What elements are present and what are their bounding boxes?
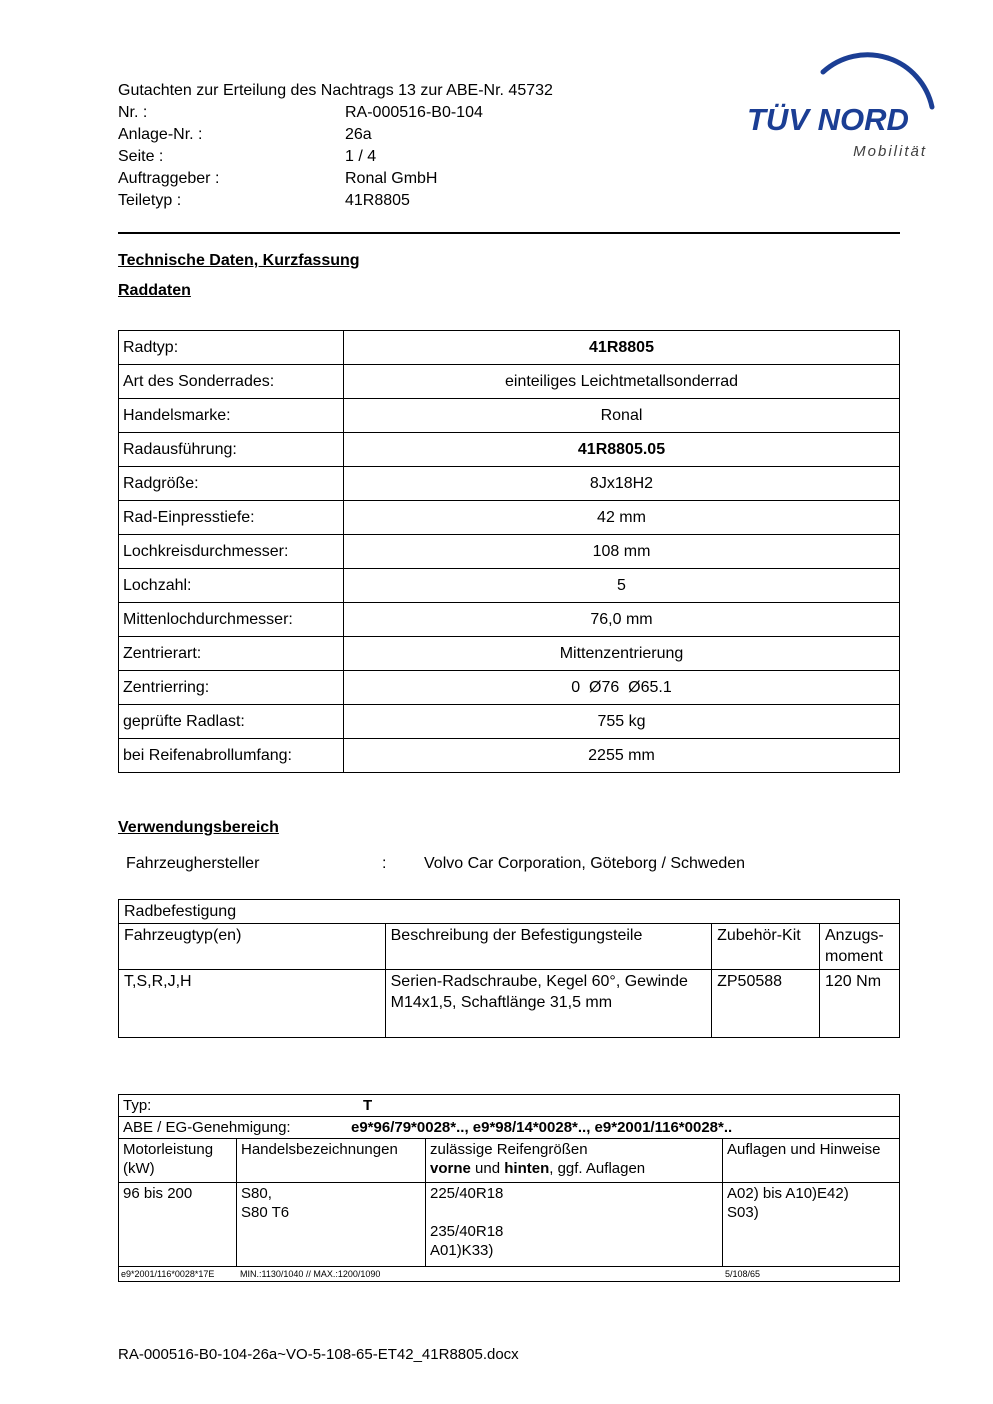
reifen-line: 235/40R18 xyxy=(430,1223,504,1240)
row-value: 2255 mm xyxy=(344,739,900,773)
row-value: 42 mm xyxy=(344,501,900,535)
row-value: 41R8805.05 xyxy=(344,433,900,467)
typ-table xyxy=(118,1094,900,1282)
abe-value: e9*96/79*0028*.., e9*98/14*0028*.., e9*2001/116*0028*.. xyxy=(351,1119,733,1136)
row-value: 8Jx18H2 xyxy=(344,467,900,501)
table-row xyxy=(119,739,900,773)
table-row xyxy=(119,569,900,603)
motorleistung-line1: Motorleistung xyxy=(123,1141,214,1158)
table-row xyxy=(119,501,900,535)
row-label: Mittenlochdurchmesser: xyxy=(119,603,344,637)
footer-minmax: MIN.:1130/1040 // MAX.:1200/1090 xyxy=(240,1269,381,1279)
anzugsmoment-line1: Anzugs- xyxy=(825,927,884,944)
document-filename: RA-000516-B0-104-26a~VO-5-108-65-ET42_41R8805.docx xyxy=(118,1346,519,1363)
cell-auflagen xyxy=(723,1183,899,1266)
row-label: bei Reifenabrollumfang: xyxy=(119,739,344,773)
cell-beschreibung: Serien-Radschraube, Kegel 60°, Gewinde M14x1,5, Schaftlänge 31,5 mm xyxy=(385,970,711,1038)
table-row xyxy=(119,637,900,671)
field-value: 26a xyxy=(345,126,372,143)
cell-zubehoer-kit: ZP50588 xyxy=(712,970,820,1038)
table-row xyxy=(119,705,900,739)
col-header-beschreibung: Beschreibung der Befestigungsteile xyxy=(385,924,711,970)
table-row xyxy=(119,603,900,637)
cell-fahrzeugtypen: T,S,R,J,H xyxy=(119,970,386,1038)
fahrzeughersteller-line xyxy=(118,855,900,873)
footer-code-right: 5/108/65 xyxy=(725,1269,761,1279)
auflagen-line: S03) xyxy=(727,1204,759,1221)
row-value: Mittenzentrierung xyxy=(344,637,900,671)
reifen-line xyxy=(430,1203,718,1222)
logo-subtitle: Mobilität xyxy=(853,143,927,160)
reifen-header-line1: zulässige Reifengrößen xyxy=(430,1141,588,1158)
field-value: 41R8805 xyxy=(345,192,410,209)
col-header-zubehoer-kit: Zubehör-Kit xyxy=(712,924,820,970)
row-label: Zentrierart: xyxy=(119,637,344,671)
row-label: Radtyp: xyxy=(119,331,344,365)
typ-footer-row xyxy=(119,1267,899,1281)
fahrzeughersteller-label: Fahrzeughersteller xyxy=(126,855,260,872)
row-label: Rad-Einpresstiefe: xyxy=(119,501,344,535)
row-label: Art des Sonderrades: xyxy=(119,365,344,399)
reifen-line: A01)K33) xyxy=(430,1242,494,1259)
colon: : xyxy=(382,855,387,872)
field-value: RA-000516-B0-104 xyxy=(345,104,483,121)
reifen-rest: , ggf. Auflagen xyxy=(549,1160,646,1177)
radbefestigung-table xyxy=(118,899,900,1038)
motorleistung-line2: (kW) xyxy=(123,1160,155,1177)
reifen-header-line2 xyxy=(430,1159,718,1178)
field-label: Auftraggeber : xyxy=(118,170,220,187)
row-value: 41R8805 xyxy=(344,331,900,365)
field-label: Seite : xyxy=(118,148,164,165)
fahrzeughersteller-value: Volvo Car Corporation, Göteborg / Schweden xyxy=(424,855,746,872)
row-label: Radausführung: xyxy=(119,433,344,467)
row-label: Handelsmarke: xyxy=(119,399,344,433)
handel-line: S80, xyxy=(241,1185,272,1202)
table-row xyxy=(119,365,900,399)
table-row xyxy=(119,433,900,467)
cell-handelsbezeichnungen xyxy=(237,1183,426,1266)
row-label: Lochzahl: xyxy=(119,569,344,603)
typ-header-row xyxy=(119,1139,899,1183)
radbefestigung-title: Radbefestigung xyxy=(119,900,900,924)
logo-text: TÜV NORD xyxy=(747,102,909,137)
row-label: Zentrierring: xyxy=(119,671,344,705)
row-value: 76,0 mm xyxy=(344,603,900,637)
section-title-raddaten: Raddaten xyxy=(118,282,191,299)
reifen-line: 225/40R18 xyxy=(430,1185,504,1202)
cell-anzugsmoment: 120 Nm xyxy=(820,970,900,1038)
row-value: 755 kg xyxy=(344,705,900,739)
tuv-nord-logo xyxy=(745,50,937,160)
field-value: Ronal GmbH xyxy=(345,170,438,187)
table-row xyxy=(119,399,900,433)
row-value: einteiliges Leichtmetallsonderrad xyxy=(344,365,900,399)
reifen-und: und xyxy=(470,1160,505,1177)
row-value: 5 xyxy=(344,569,900,603)
field-value: 1 / 4 xyxy=(345,148,377,165)
typ-label: Typ: xyxy=(123,1097,152,1114)
row-value: 108 mm xyxy=(344,535,900,569)
col-header-reifengroessen xyxy=(426,1139,723,1182)
field-label: Anlage-Nr. : xyxy=(118,126,203,143)
abe-label: ABE / EG-Genehmigung: xyxy=(123,1119,291,1136)
row-value: Ronal xyxy=(344,399,900,433)
table-row xyxy=(119,671,900,705)
table-row xyxy=(119,970,900,1038)
typ-data-row xyxy=(119,1183,899,1267)
col-header-auflagen: Auflagen und Hinweise xyxy=(727,1141,881,1158)
row-label: Lochkreisdurchmesser: xyxy=(119,535,344,569)
divider xyxy=(118,232,900,234)
section-title-verwendungsbereich: Verwendungsbereich xyxy=(118,819,279,836)
table-row xyxy=(119,331,900,365)
handel-line: S80 T6 xyxy=(241,1204,290,1221)
auflagen-line: A02) bis A10)E42) xyxy=(727,1185,849,1202)
table-row xyxy=(119,924,900,970)
tuv-nord-arc-icon xyxy=(745,50,937,138)
abe-row xyxy=(119,1117,899,1139)
table-row xyxy=(119,900,900,924)
cell-reifengroessen xyxy=(426,1183,723,1266)
table-row xyxy=(119,467,900,501)
anzugsmoment-line2: moment xyxy=(825,948,883,965)
row-label: geprüfte Radlast: xyxy=(119,705,344,739)
reifen-vorne: vorne xyxy=(430,1160,471,1177)
field-label: Teiletyp : xyxy=(118,192,182,209)
row-value: 0 Ø76 Ø65.1 xyxy=(344,671,900,705)
col-header-handelsbezeichnungen: Handelsbezeichnungen xyxy=(237,1139,426,1182)
section-title-technische-daten: Technische Daten, Kurzfassung xyxy=(118,252,360,269)
footer-code-left: e9*2001/116*0028*17E xyxy=(121,1269,215,1279)
raddaten-table xyxy=(118,330,900,773)
reifen-hinten: hinten xyxy=(504,1160,550,1177)
typ-row xyxy=(119,1095,899,1117)
col-header-motorleistung xyxy=(119,1139,237,1182)
table-row xyxy=(119,535,900,569)
col-header-fahrzeugtyp: Fahrzeugtyp(en) xyxy=(119,924,386,970)
row-label: Radgröße: xyxy=(119,467,344,501)
col-header-anzugsmoment xyxy=(820,924,900,970)
typ-value: T xyxy=(363,1097,373,1114)
field-label: Nr. : xyxy=(118,104,148,121)
document-title: Gutachten zur Erteilung des Nachtrags 13 zur ABE-Nr. 45732 xyxy=(118,82,553,99)
cell-motorleistung: 96 bis 200 xyxy=(119,1183,237,1266)
